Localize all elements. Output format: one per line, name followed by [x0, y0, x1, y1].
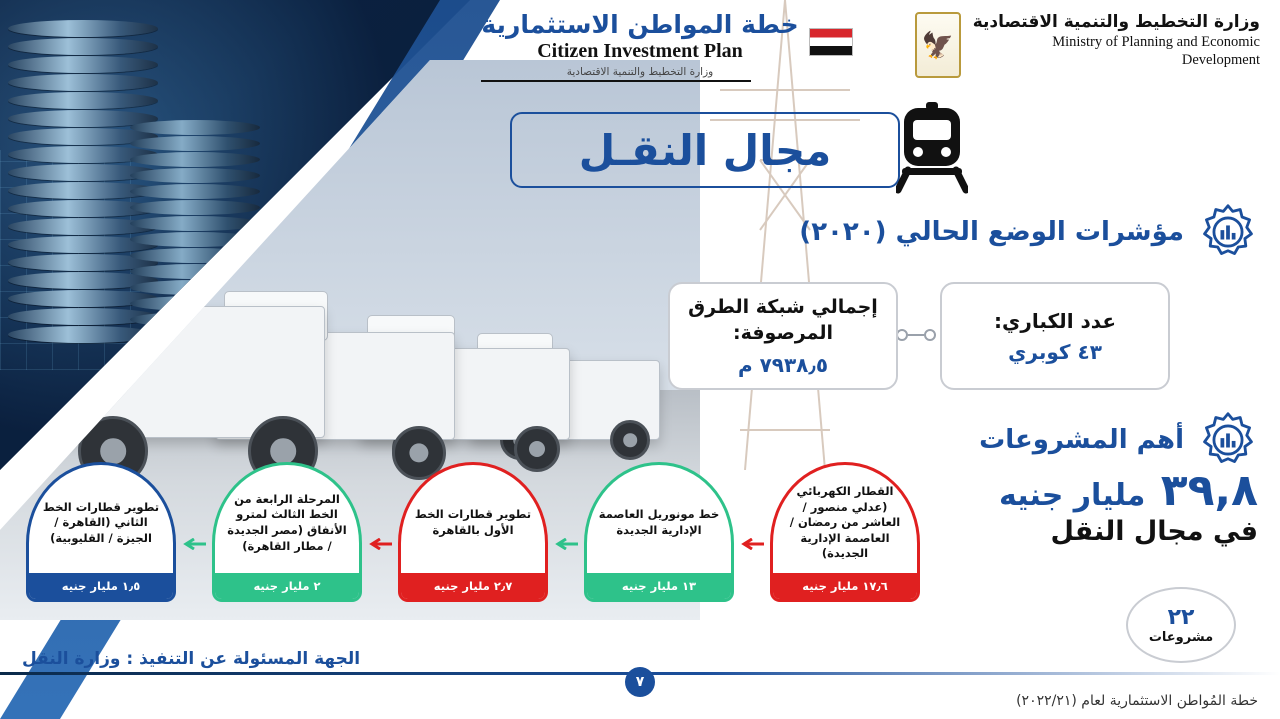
page-number-badge: ٧ — [625, 667, 655, 697]
project-amount: ٢٫٧ مليار جنيه — [401, 573, 545, 599]
ministry-name-ar: وزارة التخطيط والتنمية الاقتصادية — [972, 12, 1260, 32]
logo-title-ar: خطة المواطن الاستثمارية — [481, 10, 799, 39]
page-title — [510, 112, 900, 188]
projects-count-label: مشروعات — [1148, 630, 1214, 645]
projects-pipeline — [40, 462, 920, 612]
project-title: تطوير قطارات الخط الثاني (القاهرة / الجيزة / القليوبية) — [42, 499, 160, 545]
kpi-roads-card — [668, 282, 898, 390]
gear-chart-icon — [1198, 202, 1258, 262]
project-title: المرحلة الرابعة من الخط الثالث لمترو الأنفاق (مصر الجديدة / مطار القاهرة) — [227, 491, 347, 553]
ministry-text — [973, 12, 1260, 70]
logo-subtitle: وزارة التخطيط والتنمية الاقتصادية — [566, 66, 714, 78]
train-icon — [896, 102, 968, 194]
logo-title-en: Citizen Investment Plan — [537, 40, 743, 62]
flow-arrow — [180, 538, 206, 550]
ministry-branding — [915, 12, 1260, 78]
logo-underline — [481, 80, 751, 82]
kpi-roads-value: ٧٩٣٨٫٥ م — [737, 352, 829, 377]
flow-arrow — [738, 538, 764, 550]
investment-scope: في مجال النقل — [1050, 516, 1258, 548]
kpi-bridges-value: ٤٣ كوبري — [1008, 340, 1102, 364]
gear-chart-icon — [1198, 410, 1258, 470]
project-node[interactable] — [584, 462, 734, 602]
section-projects-title: أهم المشروعات — [979, 425, 1184, 455]
ministry-name-en: Ministry of Planning and Economic Development — [1052, 34, 1260, 69]
flow-arrow — [366, 538, 392, 550]
investment-total — [928, 465, 1258, 548]
connector-dot — [924, 329, 936, 341]
project-title: القطار الكهربائي (عدلي منصور / العاشر من رمضان / العاصمة الإدارية الجديدة) — [789, 484, 901, 561]
connector-line — [908, 334, 924, 336]
kpi-roads-label: إجمالي شبكة الطرق المرصوفة: — [688, 296, 878, 344]
egypt-flag-icon — [809, 28, 853, 56]
truck-4-wheel — [610, 420, 650, 460]
section-current-indicators — [799, 202, 1258, 262]
project-amount: ٢ مليار جنيه — [215, 573, 359, 599]
section-top-projects — [979, 410, 1258, 470]
page-title-text: مجال النقـل — [578, 125, 832, 175]
flow-arrow — [552, 538, 578, 550]
citizen-investment-plan-logo — [475, 10, 805, 78]
project-title: خط مونوريل العاصمة الإدارية الجديدة — [598, 507, 720, 537]
investment-unit: مليار جنيه — [999, 478, 1146, 513]
kpi-bridges-label: عدد الكباري: — [994, 309, 1116, 333]
project-amount: ١٧٫٦ مليار جنيه — [773, 573, 917, 599]
section-current-title: مؤشرات الوضع الحالي (٢٠٢٠) — [799, 217, 1184, 247]
projects-count-badge — [1126, 587, 1236, 663]
investment-amount: ٣٩,٨ — [1160, 465, 1258, 516]
kpi-bridges-card — [940, 282, 1170, 390]
project-amount: ١٣ مليار جنيه — [587, 573, 731, 599]
kpi-connector — [896, 328, 936, 342]
project-title: تطوير قطارات الخط الأول بالقاهرة — [414, 507, 532, 537]
egypt-eagle-emblem: 🦅 — [915, 12, 961, 78]
responsible-entity: الجهة المسئولة عن التنفيذ : وزارة النقل — [22, 649, 361, 669]
plan-note: خطة المُواطن الاستثمارية لعام (٢٠٢٢/٢١) — [1016, 693, 1258, 709]
projects-count-number: ٢٢ — [1167, 605, 1195, 630]
project-amount: ١٫٥ مليار جنيه — [29, 573, 173, 599]
project-node[interactable] — [770, 462, 920, 602]
project-node[interactable] — [398, 462, 548, 602]
project-node[interactable] — [212, 462, 362, 602]
project-node[interactable] — [26, 462, 176, 602]
investment-amount-line — [928, 465, 1258, 516]
